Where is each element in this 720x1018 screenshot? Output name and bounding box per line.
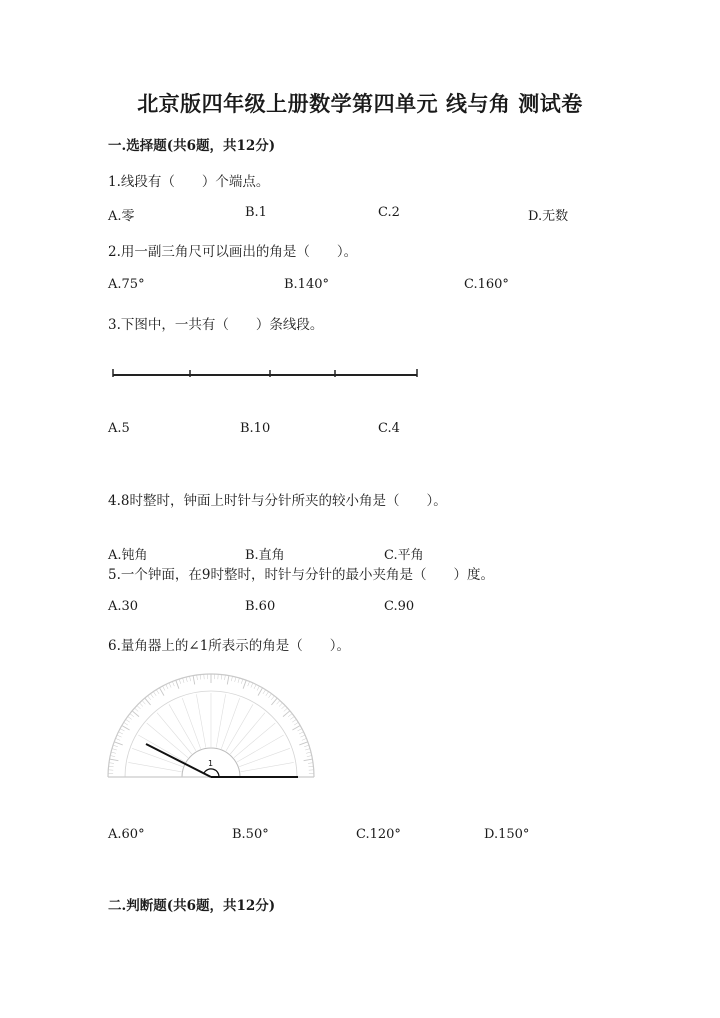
protractor-tick [254,684,256,689]
protractor-spoke [157,713,192,754]
page-title: 北京版四年级上册数学第四单元 线与角 测试卷 [137,91,583,116]
question-2-option-a[interactable]: A.75° [108,277,145,292]
protractor-tick [235,677,236,682]
question-6-option-a[interactable]: A.60° [108,827,145,842]
protractor-tick [283,711,290,717]
protractor-tick [304,745,309,747]
protractor-tick [183,678,184,683]
protractor-spoke [216,694,225,747]
protractor-tick [109,763,114,764]
question-1-option-c[interactable]: C.2 [378,205,400,220]
protractor-tick [302,738,307,740]
protractor-tick [271,696,274,700]
question-4-option-b[interactable]: B.直角 [245,548,285,563]
protractor-tick [193,676,195,685]
section-heading-choice: 一.选择题(共6题，共12分) [108,138,276,154]
protractor-tick [288,714,292,717]
protractor-spoke [182,698,200,749]
protractor-tick [112,749,117,750]
protractor-tick [269,694,272,698]
question-1-text: 1.线段有（ ）个端点。 [108,174,270,190]
protractor-tick [243,680,246,689]
protractor-tick [227,676,229,685]
question-2-option-b[interactable]: B.140° [284,277,329,292]
protractor-spoke [196,694,205,747]
protractor-spoke [138,735,185,762]
protractor-tick [238,678,239,683]
protractor-tick [137,706,141,709]
question-4-option-a[interactable]: A.钝角 [108,548,148,563]
question-1-option-d[interactable]: D.无数 [528,209,569,224]
question-6-option-c[interactable]: C.120° [356,827,401,842]
protractor-tick [294,722,298,725]
question-2-option-c[interactable]: C.160° [464,277,509,292]
protractor-tick [176,680,179,689]
protractor-tick [248,682,250,687]
protractor-tick [299,732,304,734]
question-3-option-b[interactable]: B.10 [240,421,271,436]
protractor-tick [120,729,124,731]
protractor-tick [298,729,302,731]
question-4-text: 4.8时整时，钟面上时针与分针所夹的较小角是（ ）。 [108,493,447,509]
protractor-tick [282,706,286,709]
protractor-spoke [128,762,181,771]
question-6-option-b[interactable]: B.50° [232,827,269,842]
protractor-tick [118,732,123,734]
question-5-text: 5.一个钟面，在9时整时，时针与分针的最小夹角是（ ）度。 [108,567,494,583]
protractor-tick [140,703,143,707]
protractor-tick [160,688,165,696]
protractor-tick [290,717,294,720]
protractor-spoke [237,735,284,762]
protractor-tick [124,722,128,725]
section-heading-judgement: 二.判断题(共6题，共12分) [108,898,276,914]
protractor-tick [130,714,134,717]
question-2-text: 2.用一副三角尺可以画出的角是（ ）。 [108,244,358,260]
protractor-tick [258,688,263,696]
protractor-tick [279,703,282,707]
protractor-tick [251,683,253,688]
protractor-tick [306,752,311,753]
protractor-tick [299,742,308,745]
protractor-tick [126,719,130,722]
protractor-tick [309,766,314,767]
protractor-tick [142,701,145,705]
protractor-tick [308,763,313,764]
protractor-spoke [132,748,183,766]
protractor-tick [128,717,132,720]
protractor-tick [186,677,187,682]
protractor-tick [292,726,300,731]
protractor-tick [153,692,156,696]
question-1-option-a[interactable]: A.零 [108,209,135,224]
protractor-spoke [169,704,196,751]
protractor-tick [116,738,121,740]
protractor-tick [132,711,139,717]
protractor-tick [135,708,139,711]
protractor-tick [109,766,114,767]
protractor-tick [117,735,122,737]
protractor-tick [263,690,266,694]
angle-arc-mark [204,769,219,777]
question-6-text: 6.量角器上的∠1所表示的角是（ ）。 [108,638,351,654]
question-3-text: 3.下图中，一共有（ ）条线段。 [108,317,324,333]
protractor-tick [284,708,288,711]
protractor-tick [304,759,313,761]
question-5-option-a[interactable]: A.30 [108,599,139,614]
protractor-tick [122,726,130,731]
protractor-spoke [226,704,253,751]
protractor-tick [305,749,310,750]
protractor-tick [277,701,280,705]
protractor-tick [179,679,181,684]
protractor-tick [292,719,296,722]
protractor-tick [172,682,174,687]
angle-label: 1 [208,759,214,768]
question-1-option-b[interactable]: B.1 [245,205,267,220]
protractor-tick [190,676,191,681]
protractor-tick [225,675,226,680]
protractor-tick [231,676,232,681]
protractor-tick [111,752,116,753]
protractor-tick [163,686,165,690]
protractor-tick [257,686,259,690]
protractor-spoke [239,748,290,766]
protractor-tick [307,756,312,757]
protractor-tick [169,683,171,688]
protractor-tick [113,745,118,747]
protractor-tick [301,735,306,737]
protractor-spoke [147,723,188,758]
protractor-spoke [221,698,239,749]
protractor-tick [145,698,151,705]
protractor-tick [266,692,269,696]
question-6-option-d[interactable]: D.150° [484,827,530,842]
protractor-tick [110,756,115,757]
protractor-tick [110,759,119,761]
protractor-tick [166,684,168,689]
protractor-tick [200,675,201,680]
question-3-option-a[interactable]: A.5 [108,421,130,436]
angle-ray-slanted [146,744,214,777]
protractor-tick [241,679,243,684]
question-5-option-c[interactable]: C.90 [384,599,415,614]
protractor-tick [156,690,159,694]
protractor-spoke [241,762,294,771]
protractor-spoke [230,713,265,754]
protractor-tick [221,675,222,680]
question-3-option-c[interactable]: C.4 [378,421,400,436]
question-5-option-b[interactable]: B.60 [245,599,276,614]
protractor-spoke [234,723,275,758]
protractor-tick [271,698,277,705]
protractor-tick [197,675,198,680]
protractor-tick [151,694,154,698]
protractor-tick [114,742,123,745]
protractor-tick [148,696,151,700]
question-4-option-c[interactable]: C.平角 [384,548,424,563]
